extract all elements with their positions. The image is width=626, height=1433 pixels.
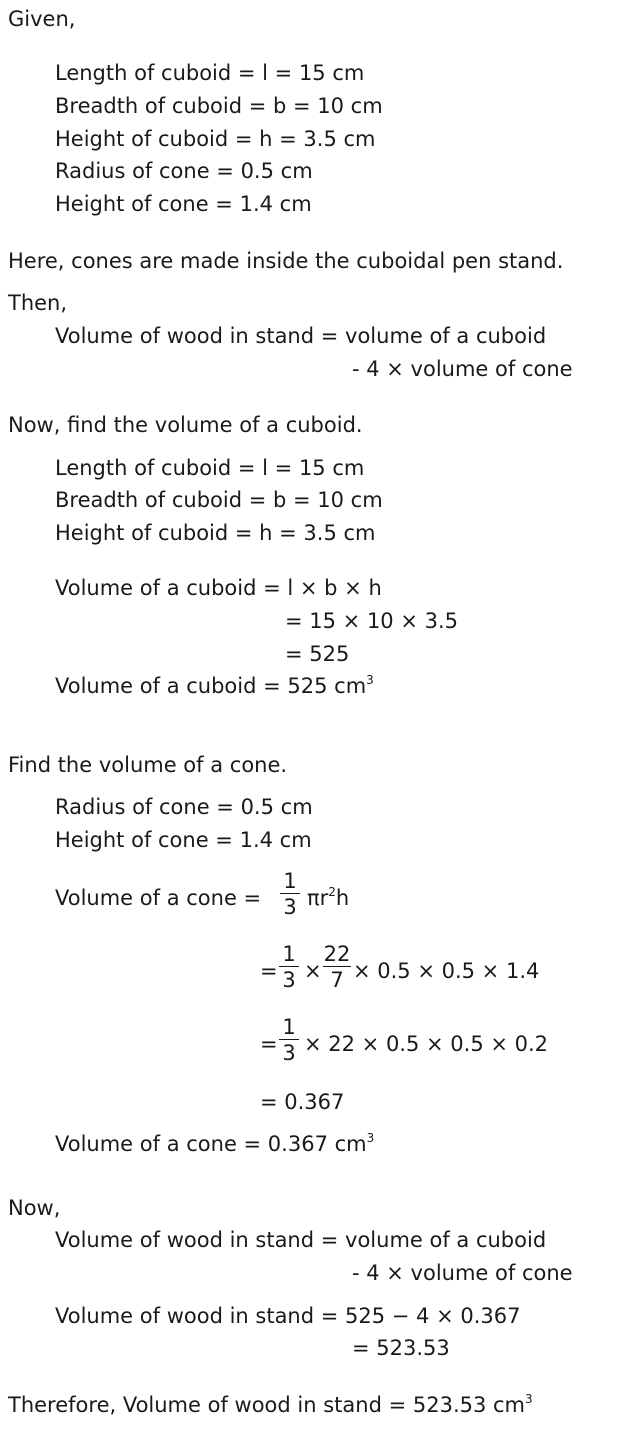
cuboid-result-text: Volume of a cuboid = 525 cm xyxy=(55,674,367,698)
cone-step2-fraction-third xyxy=(279,1016,299,1064)
fraction-denominator: 3 xyxy=(282,968,296,992)
fraction-denominator: 7 xyxy=(330,968,344,992)
cone-formula-pi-r2h xyxy=(307,885,349,914)
fraction-denominator: 3 xyxy=(283,895,297,919)
given-height: Height of cuboid = h = 3.5 cm xyxy=(55,127,376,151)
fraction-bar xyxy=(279,1039,299,1040)
cuboid-height: Height of cuboid = h = 3.5 cm xyxy=(55,521,376,545)
intro-then: Then, xyxy=(8,291,68,315)
fraction-numerator: 1 xyxy=(283,869,297,893)
final-now: Now, xyxy=(8,1196,61,1220)
fraction-numerator: 1 xyxy=(282,942,296,966)
fraction-bar xyxy=(280,893,300,894)
final-calc-line-1: Volume of wood in stand = 525 − 4 × 0.367 xyxy=(55,1304,521,1328)
intro-formula-line-2: - 4 × volume of cone xyxy=(352,357,573,381)
cone-result-text: Volume of a cone = 0.367 cm xyxy=(55,1132,367,1156)
cuboid-result-exponent: 3 xyxy=(366,673,374,687)
cuboid-heading: Now, find the volume of a cuboid. xyxy=(8,413,363,437)
final-conclusion xyxy=(8,1392,533,1421)
cone-step1-equals: = xyxy=(260,959,278,983)
cone-result-exponent: 3 xyxy=(366,1131,375,1145)
cuboid-volume-result xyxy=(55,673,374,702)
fraction-denominator: 3 xyxy=(282,1041,296,1065)
pi-r-text: πr xyxy=(307,886,329,910)
h-text: h xyxy=(335,886,350,910)
r-squared-exponent: 2 xyxy=(328,885,336,899)
cone-step2-tail: × 22 × 0.5 × 0.5 × 0.2 xyxy=(304,1032,549,1056)
cone-radius: Radius of cone = 0.5 cm xyxy=(55,795,313,819)
cone-step1-tail: × 0.5 × 0.5 × 1.4 xyxy=(353,959,540,983)
cuboid-volume-step-2: = 525 xyxy=(285,642,350,666)
given-heading: Given, xyxy=(8,7,76,31)
cuboid-length: Length of cuboid = l = 15 cm xyxy=(55,456,365,480)
cone-heading: Find the volume of a cone. xyxy=(8,753,288,777)
cone-step2-equals: = xyxy=(260,1032,278,1056)
intro-formula-line-1: Volume of wood in stand = volume of a cuboid xyxy=(55,324,547,348)
cuboid-volume-formula: Volume of a cuboid = l × b × h xyxy=(55,576,382,600)
cone-volume-result xyxy=(55,1131,374,1160)
conclusion-text: Therefore, Volume of wood in stand = 523.53 cm xyxy=(8,1393,526,1417)
final-formula-line-2: - 4 × volume of cone xyxy=(352,1261,573,1285)
given-breadth: Breadth of cuboid = b = 10 cm xyxy=(55,94,383,118)
cuboid-volume-step-1: = 15 × 10 × 3.5 xyxy=(285,609,459,633)
final-calc-line-2: = 523.53 xyxy=(352,1336,450,1360)
cone-height: Height of cone = 1.4 cm xyxy=(55,828,312,852)
cone-step1-fraction-pi xyxy=(323,943,351,991)
intro-statement: Here, cones are made inside the cuboidal pen stand. xyxy=(8,249,564,273)
final-formula-line-1: Volume of wood in stand = volume of a cuboid xyxy=(55,1228,547,1252)
cone-step1-times: × xyxy=(304,959,322,983)
cone-volume-label: Volume of a cone = xyxy=(55,886,262,910)
cuboid-breadth: Breadth of cuboid = b = 10 cm xyxy=(55,488,383,512)
given-cone-radius: Radius of cone = 0.5 cm xyxy=(55,159,313,183)
conclusion-exponent: 3 xyxy=(525,1392,533,1406)
cone-step3: = 0.367 xyxy=(260,1090,345,1114)
fraction-bar xyxy=(279,966,299,967)
cone-step1-fraction-third xyxy=(279,943,299,991)
given-length: Length of cuboid = l = 15 cm xyxy=(55,61,365,85)
fraction-bar xyxy=(323,966,351,967)
cone-formula-fraction xyxy=(280,870,300,918)
fraction-numerator: 1 xyxy=(282,1015,296,1039)
fraction-numerator: 22 xyxy=(323,942,351,966)
given-cone-height: Height of cone = 1.4 cm xyxy=(55,192,312,216)
